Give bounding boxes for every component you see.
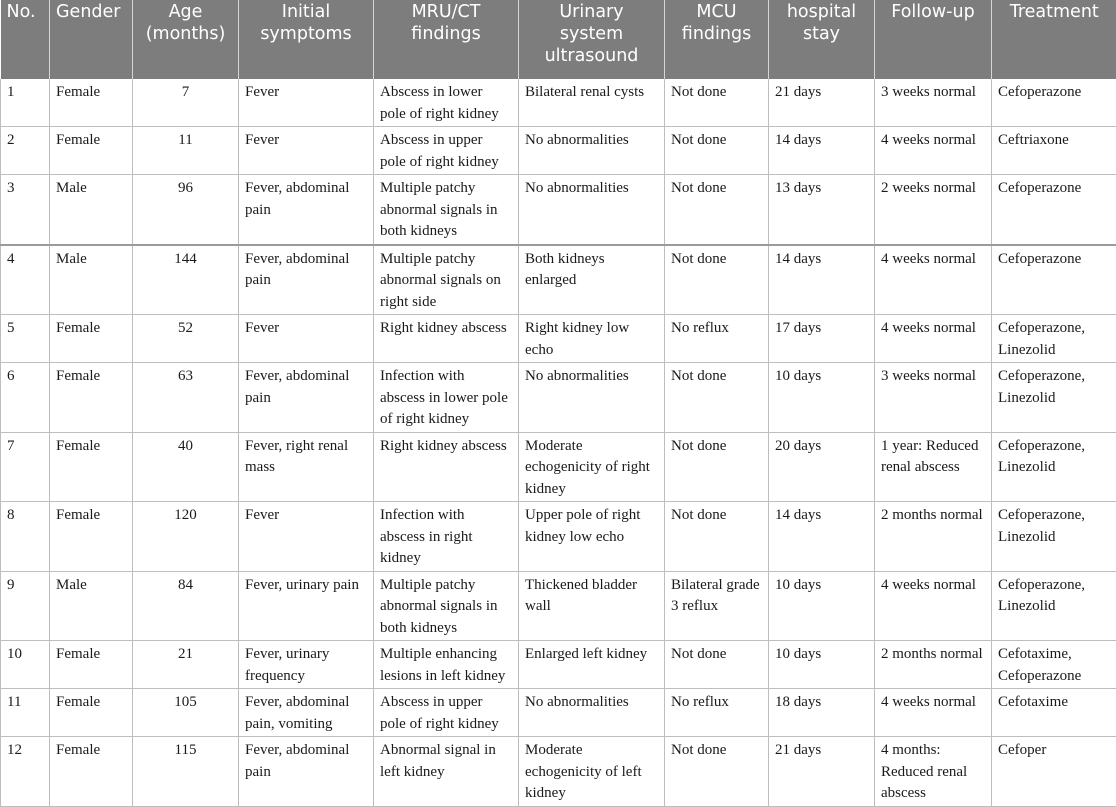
cell-mcu-findings: Not done [665, 363, 769, 433]
cell-mru-ct-findings: Multiple patchy abnormal signals in both kidneys [374, 175, 519, 245]
cell-no: 2 [1, 127, 50, 175]
cell-age: 144 [133, 245, 239, 315]
cell-mcu-findings: Bilateral grade 3 reflux [665, 571, 769, 641]
cell-initial-symptoms: Fever, abdominal pain [239, 363, 374, 433]
cell-follow-up: 4 weeks normal [875, 315, 992, 363]
cell-mcu-findings: Not done [665, 245, 769, 315]
table-row [1, 127, 1116, 175]
cell-gender: Female [50, 363, 133, 433]
cell-initial-symptoms: Fever, abdominal pain [239, 245, 374, 315]
cell-treatment: Cefoperazone [992, 245, 1116, 315]
cell-gender: Female [50, 79, 133, 127]
cell-mru-ct-findings: Abnormal signal in left kidney [374, 737, 519, 807]
cell-mru-ct-findings: Multiple patchy abnormal signals in both kidneys [374, 571, 519, 641]
cell-mru-ct-findings: Multiple enhancing lesions in left kidney [374, 641, 519, 689]
cell-gender: Female [50, 432, 133, 502]
cell-follow-up: 3 weeks normal [875, 79, 992, 127]
cell-ultrasound: No abnormalities [519, 363, 665, 433]
cell-hospital-stay: 14 days [769, 245, 875, 315]
cell-age: 120 [133, 502, 239, 572]
cell-mru-ct-findings: Right kidney abscess [374, 315, 519, 363]
cell-age: 115 [133, 737, 239, 807]
header-urinary-ultrasound: Urinary system ultrasound [519, 0, 665, 79]
cell-initial-symptoms: Fever, abdominal pain, vomiting [239, 689, 374, 737]
cell-initial-symptoms: Fever [239, 127, 374, 175]
cell-hospital-stay: 17 days [769, 315, 875, 363]
cell-ultrasound: Enlarged left kidney [519, 641, 665, 689]
cell-ultrasound: Right kidney low echo [519, 315, 665, 363]
cell-age: 52 [133, 315, 239, 363]
cell-mcu-findings: Not done [665, 175, 769, 245]
cell-ultrasound: Upper pole of right kidney low echo [519, 502, 665, 572]
cell-mru-ct-findings: Abscess in upper pole of right kidney [374, 689, 519, 737]
cell-hospital-stay: 14 days [769, 127, 875, 175]
cell-no: 1 [1, 79, 50, 127]
cell-treatment: Cefoperazone, Linezolid [992, 571, 1116, 641]
header-initial-symptoms: Initial symptoms [239, 0, 374, 79]
cell-treatment: Cefoperazone, Linezolid [992, 363, 1116, 433]
table-body [1, 79, 1116, 806]
table-row [1, 689, 1116, 737]
cell-no: 5 [1, 315, 50, 363]
cell-age: 40 [133, 432, 239, 502]
cell-hospital-stay: 13 days [769, 175, 875, 245]
cell-initial-symptoms: Fever [239, 502, 374, 572]
cell-follow-up: 1 year: Reduced renal abscess [875, 432, 992, 502]
cell-treatment: Cefoperazone, Linezolid [992, 432, 1116, 502]
cell-gender: Female [50, 315, 133, 363]
cell-ultrasound: Moderate echogenicity of left kidney [519, 737, 665, 807]
cell-treatment: Cefoperazone, Linezolid [992, 315, 1116, 363]
cell-ultrasound: Both kidneys enlarged [519, 245, 665, 315]
cell-no: 4 [1, 245, 50, 315]
header-gender: Gender [50, 0, 133, 79]
cell-hospital-stay: 21 days [769, 737, 875, 807]
cell-follow-up: 3 weeks normal [875, 363, 992, 433]
cell-gender: Female [50, 127, 133, 175]
cell-mru-ct-findings: Multiple patchy abnormal signals on right side [374, 245, 519, 315]
header-mru-ct-findings: MRU/CT findings [374, 0, 519, 79]
cell-follow-up: 2 months normal [875, 641, 992, 689]
cell-hospital-stay: 18 days [769, 689, 875, 737]
table-row [1, 175, 1116, 245]
header-no: No. [1, 0, 50, 79]
cell-follow-up: 4 weeks normal [875, 571, 992, 641]
header-age: Age (months) [133, 0, 239, 79]
cell-no: 3 [1, 175, 50, 245]
cell-initial-symptoms: Fever, abdominal pain [239, 175, 374, 245]
cell-age: 11 [133, 127, 239, 175]
table-row [1, 363, 1116, 433]
cell-follow-up: 4 weeks normal [875, 127, 992, 175]
cell-follow-up: 4 weeks normal [875, 245, 992, 315]
cell-treatment: Cefoperazone [992, 175, 1116, 245]
cell-mcu-findings: Not done [665, 737, 769, 807]
cell-no: 10 [1, 641, 50, 689]
cell-mcu-findings: Not done [665, 432, 769, 502]
table-row [1, 432, 1116, 502]
cell-mru-ct-findings: Infection with abscess in right kidney [374, 502, 519, 572]
cell-ultrasound: Thickened bladder wall [519, 571, 665, 641]
table-row [1, 315, 1116, 363]
cell-no: 7 [1, 432, 50, 502]
cell-initial-symptoms: Fever, abdominal pain [239, 737, 374, 807]
cell-mcu-findings: No reflux [665, 689, 769, 737]
cell-follow-up: 4 months: Reduced renal abscess [875, 737, 992, 807]
cell-hospital-stay: 10 days [769, 641, 875, 689]
cell-treatment: Cefotaxime, Cefoperazone [992, 641, 1116, 689]
cell-treatment: Cefoper [992, 737, 1116, 807]
cell-ultrasound: No abnormalities [519, 127, 665, 175]
cell-ultrasound: Bilateral renal cysts [519, 79, 665, 127]
table-row [1, 79, 1116, 127]
cell-age: 84 [133, 571, 239, 641]
cell-initial-symptoms: Fever, urinary pain [239, 571, 374, 641]
cell-follow-up: 4 weeks normal [875, 689, 992, 737]
cell-follow-up: 2 weeks normal [875, 175, 992, 245]
table-row [1, 245, 1116, 315]
cell-initial-symptoms: Fever [239, 79, 374, 127]
cell-mru-ct-findings: Infection with abscess in lower pole of right kidney [374, 363, 519, 433]
cell-initial-symptoms: Fever [239, 315, 374, 363]
cell-mcu-findings: Not done [665, 127, 769, 175]
cell-gender: Male [50, 245, 133, 315]
cell-no: 11 [1, 689, 50, 737]
cell-gender: Male [50, 175, 133, 245]
cell-mcu-findings: Not done [665, 641, 769, 689]
header-hospital-stay: hospital stay [769, 0, 875, 79]
header-row [1, 0, 1116, 79]
cell-hospital-stay: 10 days [769, 363, 875, 433]
table-row [1, 502, 1116, 572]
cell-gender: Female [50, 502, 133, 572]
cell-gender: Female [50, 689, 133, 737]
cell-mru-ct-findings: Right kidney abscess [374, 432, 519, 502]
cell-follow-up: 2 months normal [875, 502, 992, 572]
cell-treatment: Cefoperazone, Linezolid [992, 502, 1116, 572]
header-follow-up: Follow-up [875, 0, 992, 79]
cell-mcu-findings: No reflux [665, 315, 769, 363]
cell-age: 105 [133, 689, 239, 737]
cell-gender: Male [50, 571, 133, 641]
cell-mcu-findings: Not done [665, 79, 769, 127]
cell-gender: Female [50, 641, 133, 689]
cell-mru-ct-findings: Abscess in upper pole of right kidney [374, 127, 519, 175]
cell-no: 9 [1, 571, 50, 641]
cell-age: 7 [133, 79, 239, 127]
cell-treatment: Ceftriaxone [992, 127, 1116, 175]
cell-hospital-stay: 21 days [769, 79, 875, 127]
cell-age: 21 [133, 641, 239, 689]
cell-hospital-stay: 10 days [769, 571, 875, 641]
table-row [1, 737, 1116, 807]
cell-no: 8 [1, 502, 50, 572]
cell-treatment: Cefotaxime [992, 689, 1116, 737]
cell-initial-symptoms: Fever, right renal mass [239, 432, 374, 502]
cell-ultrasound: No abnormalities [519, 689, 665, 737]
cell-hospital-stay: 20 days [769, 432, 875, 502]
cell-ultrasound: Moderate echogenicity of right kidney [519, 432, 665, 502]
cell-age: 96 [133, 175, 239, 245]
cell-gender: Female [50, 737, 133, 807]
table-row [1, 641, 1116, 689]
cell-no: 6 [1, 363, 50, 433]
cell-treatment: Cefoperazone [992, 79, 1116, 127]
header-treatment: Treatment [992, 0, 1116, 79]
cell-age: 63 [133, 363, 239, 433]
cell-mru-ct-findings: Abscess in lower pole of right kidney [374, 79, 519, 127]
cell-ultrasound: No abnormalities [519, 175, 665, 245]
header-mcu-findings: MCU findings [665, 0, 769, 79]
cell-initial-symptoms: Fever, urinary frequency [239, 641, 374, 689]
cell-no: 12 [1, 737, 50, 807]
cell-mcu-findings: Not done [665, 502, 769, 572]
cell-hospital-stay: 14 days [769, 502, 875, 572]
table-row [1, 571, 1116, 641]
